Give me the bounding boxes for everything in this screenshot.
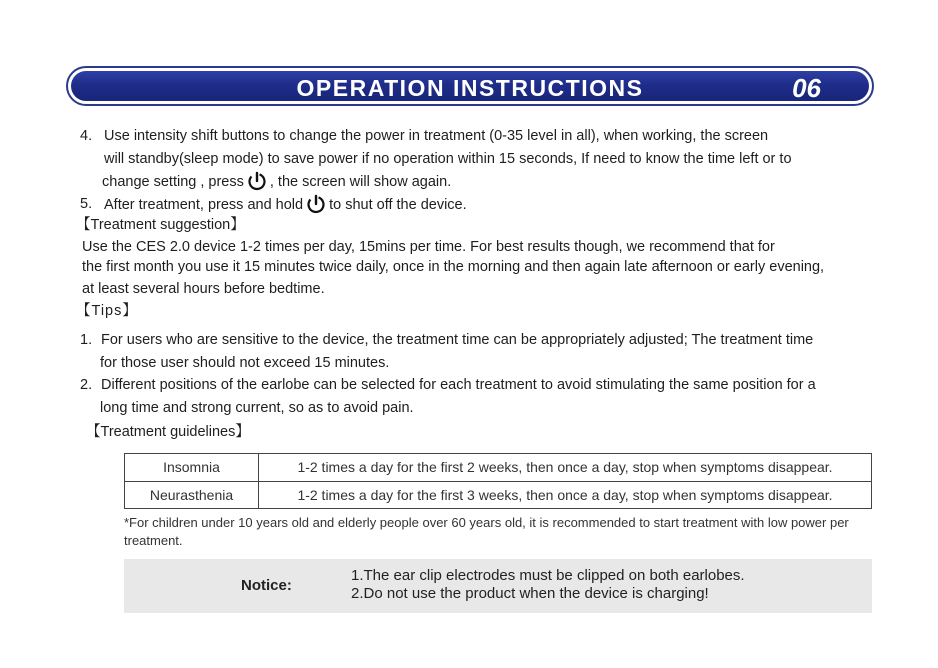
notice-box [124, 559, 872, 613]
header-banner [66, 66, 874, 106]
condition-cell: Neurasthenia [125, 482, 259, 509]
page-title: OPERATION INSTRUCTIONS [296, 75, 644, 101]
item-5-number: 5. [80, 196, 93, 212]
tip-2-number: 2. [80, 377, 93, 393]
item-4-line-3-end: , the screen will show again. [269, 173, 452, 190]
tip-2-line-1: Different positions of the earlobe can be selected for each treatment to avoid stimulating the same position for a [101, 377, 816, 393]
item-5-end: to shut off the device. [329, 196, 467, 213]
treatment-suggestion-heading: 【Treatment suggestion】 [76, 217, 245, 233]
guidelines-table [124, 453, 872, 509]
item-4-line-2: will standby(sleep mode) to save power if no operation within 15 seconds, If need to know the time left or to [104, 151, 792, 167]
tip-1-line-1: For users who are sensitive to the device, the treatment time can be appropriately adjusted; The treatment time [101, 332, 814, 348]
notice-label: Notice: [241, 577, 292, 594]
notice-line-1: 1.The ear clip electrodes must be clipped on both earlobes. [351, 567, 745, 584]
table-row [125, 481, 871, 509]
power-icon [306, 194, 326, 214]
tip-1-line-2: for those user should not exceed 15 minutes. [100, 355, 390, 371]
power-icon [247, 171, 267, 191]
treatment-guidelines-heading: 【Treatment guidelines】 [86, 424, 250, 440]
item-4-number: 4. [80, 128, 93, 144]
description-cell: 1-2 times a day for the first 2 weeks, then once a day, stop when symptoms disappear. [297, 459, 833, 475]
page-number: 06 [792, 73, 821, 103]
tip-2-line-2: long time and strong current, so as to avoid pain. [100, 400, 414, 416]
item-4-line-1: Use intensity shift buttons to change the power in treatment (0-35 level in all), when working, the screen [104, 128, 769, 144]
treatment-suggestion-line-3: at least several hours before bedtime. [82, 281, 325, 297]
tips-heading: 【Tips】 [76, 303, 138, 319]
condition-cell: Insomnia [125, 454, 259, 481]
description-cell: 1-2 times a day for the first 3 weeks, then once a day, stop when symptoms disappear. [297, 487, 833, 503]
table-row [125, 454, 871, 481]
item-5-start: After treatment, press and hold [104, 196, 304, 213]
item-4-line-3-start: change setting , press [102, 173, 244, 190]
treatment-suggestion-line-2: the first month you use it 15 minutes twice daily, once in the morning and then again late afternoon or early evening, [82, 259, 825, 275]
tip-1-number: 1. [80, 332, 93, 348]
header-banner-fill [71, 71, 869, 101]
notice-line-2: 2.Do not use the product when the device is charging! [351, 585, 709, 602]
item-4-line-3 [102, 172, 451, 192]
item-5-line [104, 195, 467, 215]
treatment-suggestion-line-1: Use the CES 2.0 device 1-2 times per day, 15mins per time. For best results though, we recommend that for [82, 239, 775, 255]
age-note: *For children under 10 years old and elderly people over 60 years old, it is recommended to start treatment with low power per treatment. [124, 515, 849, 548]
